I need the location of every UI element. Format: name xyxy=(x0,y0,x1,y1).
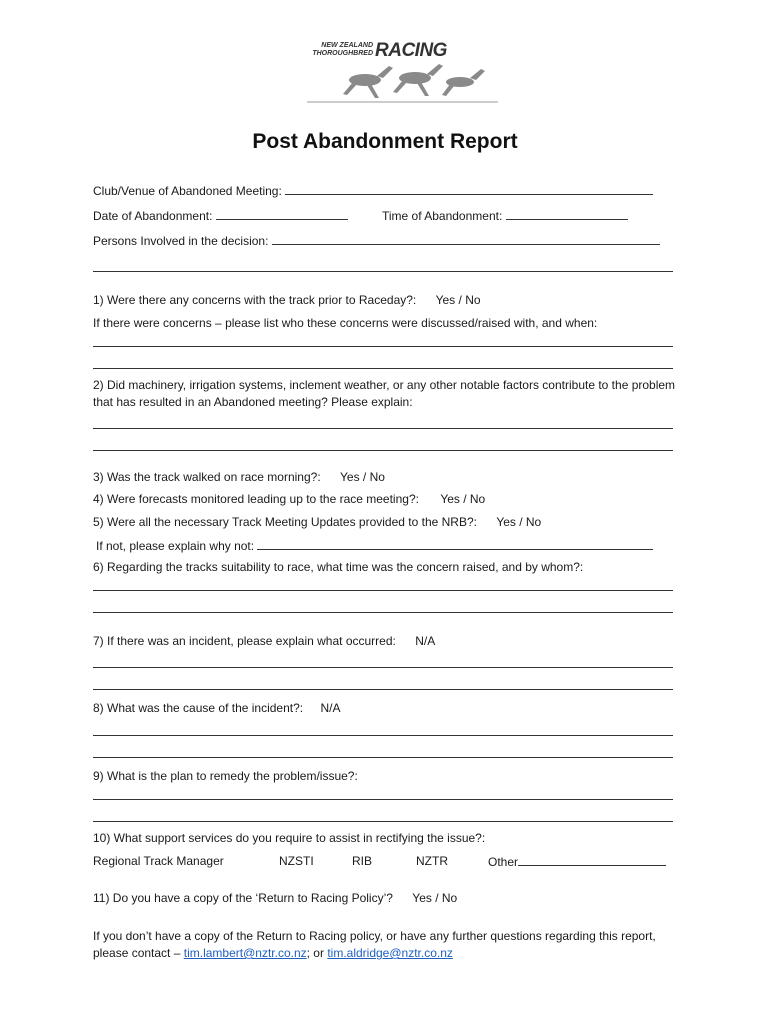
answer-line[interactable] xyxy=(93,612,673,613)
time-field[interactable] xyxy=(382,207,628,224)
question-1 xyxy=(93,292,481,308)
persons-field[interactable] xyxy=(93,232,660,249)
q10-option-other-label: Other xyxy=(488,855,519,869)
contact-separator: ; or xyxy=(306,946,324,960)
answer-line[interactable] xyxy=(93,346,673,347)
question-4-text: 4) Were forecasts monitored leading up to the race meeting?: xyxy=(93,492,419,506)
email-link-lambert[interactable]: tim.lambert@nztr.co.nz xyxy=(183,946,307,960)
date-field[interactable] xyxy=(93,207,348,224)
question-11-answer[interactable]: Yes / No xyxy=(412,891,458,905)
question-5-text: 5) Were all the necessary Track Meeting Updates provided to the NRB?: xyxy=(93,515,477,529)
question-10: 10) What support services do you require to assist in rectifying the issue?: xyxy=(93,831,486,845)
answer-line[interactable] xyxy=(93,667,673,668)
question-9: 9) What is the plan to remedy the problem/issue?: xyxy=(93,769,358,783)
question-3-answer[interactable]: Yes / No xyxy=(340,470,385,484)
contact-text: If you don’t have a copy of the Return to Racing policy, or have any further questions regarding this report, please contact – xyxy=(93,929,656,960)
date-label: Date of Abandonment: xyxy=(93,209,213,223)
question-8 xyxy=(93,700,340,716)
answer-line[interactable] xyxy=(93,757,673,758)
q10-option-rib[interactable]: RIB xyxy=(352,854,373,868)
question-5-follow[interactable] xyxy=(96,537,653,554)
answer-line[interactable] xyxy=(93,368,673,369)
question-4 xyxy=(93,491,485,507)
question-7-text: 7) If there was an incident, please explain what occurred: xyxy=(93,634,396,648)
answer-line[interactable] xyxy=(93,450,673,451)
question-5 xyxy=(93,514,541,530)
answer-line[interactable] xyxy=(93,799,673,800)
time-input[interactable] xyxy=(506,207,628,220)
logo-line2: THOROUGHBRED xyxy=(312,50,373,57)
logo-subtitle xyxy=(305,42,373,58)
answer-line[interactable] xyxy=(93,735,673,736)
club-venue-input[interactable] xyxy=(285,182,653,195)
q10-other-input[interactable] xyxy=(518,853,666,866)
question-8-text: 8) What was the cause of the incident?: xyxy=(93,701,304,715)
time-label: Time of Abandonment: xyxy=(382,209,503,223)
question-3 xyxy=(93,469,385,485)
answer-line[interactable] xyxy=(93,428,673,429)
contact-paragraph xyxy=(93,928,678,962)
q10-option-other[interactable] xyxy=(488,853,666,870)
logo-line1: NEW ZEALAND xyxy=(321,42,373,49)
question-5-follow-label: If not, please explain why not: xyxy=(96,539,255,553)
question-1-text: 1) Were there any concerns with the track prior to Raceday?: xyxy=(93,293,417,307)
question-7 xyxy=(93,633,435,649)
question-11-text: 11) Do you have a copy of the ‘Return to Racing Policy’? xyxy=(93,891,393,905)
horses-icon xyxy=(305,62,500,106)
question-11 xyxy=(93,890,457,906)
question-6: 6) Regarding the tracks suitability to race, what time was the concern raised, and by whom?: xyxy=(93,560,584,574)
date-input[interactable] xyxy=(216,207,348,220)
persons-input[interactable] xyxy=(272,232,660,245)
question-8-answer[interactable]: N/A xyxy=(320,701,341,715)
question-4-answer[interactable]: Yes / No xyxy=(440,492,486,506)
answer-line[interactable] xyxy=(93,821,673,822)
answer-line[interactable] xyxy=(93,689,673,690)
question-1-follow: If there were concerns – please list who these concerns were discussed/raised with, and when: xyxy=(93,316,598,330)
email-link-aldridge[interactable]: tim.aldridge@nztr.co.nz xyxy=(327,946,453,960)
logo-brand: RACING xyxy=(375,40,447,61)
club-venue-field[interactable] xyxy=(93,182,653,199)
question-2: 2) Did machinery, irrigation systems, inclement weather, or any other notable factors contribute to the problem that has resulted in an Abandoned meeting? Please explain: xyxy=(93,378,676,409)
q10-option-nzsti[interactable]: NZSTI xyxy=(279,854,314,868)
question-7-answer[interactable]: N/A xyxy=(415,634,436,648)
question-1-answer[interactable]: Yes / No xyxy=(435,293,481,307)
persons-label: Persons Involved in the decision: xyxy=(93,234,269,248)
nztr-logo xyxy=(305,38,500,106)
page-title: Post Abandonment Report xyxy=(252,130,518,153)
answer-line[interactable] xyxy=(93,590,673,591)
club-venue-label: Club/Venue of Abandoned Meeting: xyxy=(93,184,282,198)
answer-line[interactable] xyxy=(93,271,673,272)
q10-option-track-manager[interactable]: Regional Track Manager xyxy=(93,854,224,868)
question-5-follow-input[interactable] xyxy=(257,537,653,550)
question-3-text: 3) Was the track walked on race morning?: xyxy=(93,470,321,484)
q10-option-nztr[interactable]: NZTR xyxy=(416,854,448,868)
question-5-answer[interactable]: Yes / No xyxy=(496,515,542,529)
